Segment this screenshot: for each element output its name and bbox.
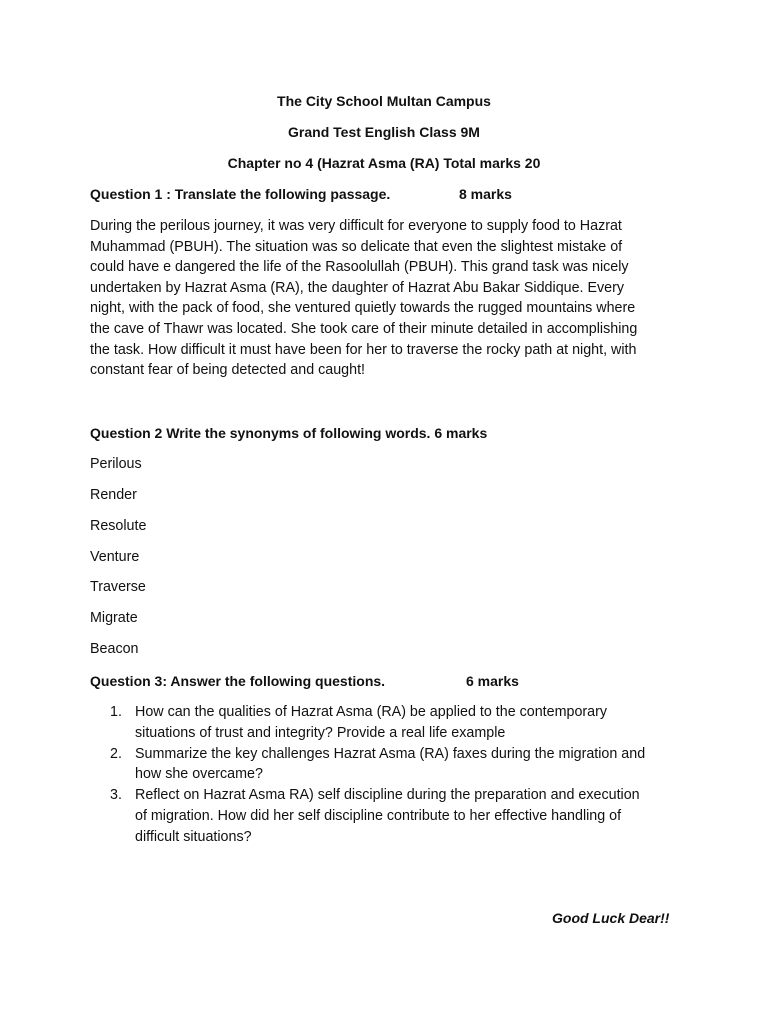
item-line: Summarize the key challenges Hazrat Asma (RA) faxes during the migration and bbox=[135, 745, 646, 762]
synonym-word: Beacon bbox=[90, 641, 139, 657]
passage-line: night, with the pack of food, she ventured quietly towards the rugged mountains where bbox=[90, 300, 636, 317]
passage-line: During the perilous journey, it was very difficult for everyone to supply food to Hazrat bbox=[90, 218, 622, 234]
item-line: how she overcame? bbox=[135, 766, 263, 783]
synonym-word: Render bbox=[90, 487, 137, 503]
list-item bbox=[90, 785, 690, 847]
item-line: How can the qualities of Hazrat Asma (RA) be applied to the contemporary bbox=[135, 704, 608, 720]
passage-line: the cave of Thawr was located. She took care of their minute detailed in accomplishing bbox=[90, 320, 638, 337]
passage-line: the task. How difficult it must have been for her to traverse the rocky path at night, with bbox=[90, 341, 637, 358]
synonym-word: Venture bbox=[90, 549, 140, 565]
question-1-heading: Question 1 : Translate the following passage. bbox=[90, 186, 391, 202]
item-line: Reflect on Hazrat Asma RA) self discipline during the preparation and execution bbox=[135, 787, 640, 804]
school-title: The City School Multan Campus bbox=[277, 93, 491, 109]
question-2-heading: Question 2 Write the synonyms of following words. 6 marks bbox=[90, 425, 488, 441]
passage-line: undertaken by Hazrat Asma (RA), the daughter of Hazrat Abu Bakar Siddique. Every bbox=[90, 279, 625, 296]
question-list bbox=[90, 702, 690, 848]
item-number: 2. bbox=[110, 745, 122, 762]
item-number: 3. bbox=[110, 787, 122, 804]
test-title: Grand Test English Class 9M bbox=[288, 124, 480, 140]
synonym-word: Traverse bbox=[90, 579, 146, 595]
item-line: of migration. How did her self discipline contribute to her effective handling of bbox=[135, 807, 622, 824]
item-line: difficult situations? bbox=[135, 828, 252, 845]
synonym-word: Migrate bbox=[90, 610, 138, 626]
question-1-marks: 8 marks bbox=[459, 186, 512, 202]
question-3-marks: 6 marks bbox=[466, 673, 519, 689]
translation-passage bbox=[90, 216, 670, 381]
item-line: situations of trust and integrity? Provide a real life example bbox=[135, 724, 506, 741]
question-3-heading: Question 3: Answer the following questions. bbox=[90, 673, 386, 689]
passage-line: Muhammad (PBUH). The situation was so delicate that even the slightest mistake of bbox=[90, 238, 623, 255]
item-number: 1. bbox=[110, 704, 122, 720]
list-item bbox=[90, 744, 690, 786]
list-item bbox=[90, 702, 690, 744]
passage-line: could have e dangered the life of the Rasoolullah (PBUH). This grand task was nicely bbox=[90, 259, 629, 276]
synonym-word: Resolute bbox=[90, 518, 147, 534]
passage-line: constant fear of being detected and caught! bbox=[90, 362, 366, 379]
synonym-word: Perilous bbox=[90, 456, 142, 472]
chapter-title: Chapter no 4 (Hazrat Asma (RA) Total marks 20 bbox=[227, 155, 541, 171]
closing-note: Good Luck Dear!! bbox=[552, 910, 670, 926]
